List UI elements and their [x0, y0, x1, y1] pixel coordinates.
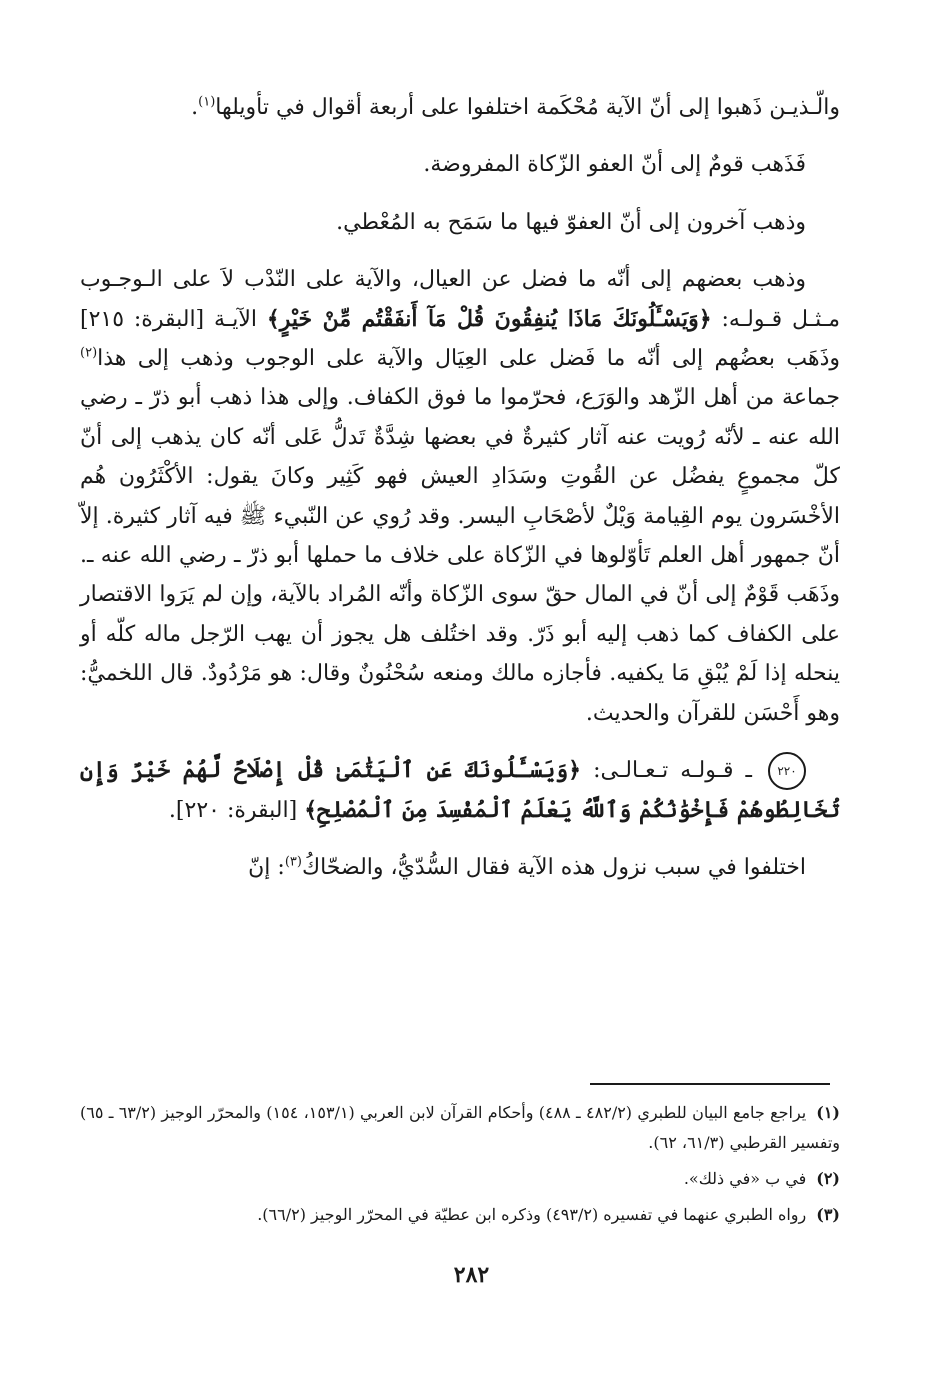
main-text	[80, 88, 840, 905]
quran-verse-220: ﴿وَيَسْـَٔلُونَكَ عَنِ ٱلْيَتَٰمَىٰ قُلْ إِصْلَاحٌ لَّهُمْ خَيْرٌ وَإِن تُخَالِطُوهُمْ فَإِخْوَٰنُكُمْ وَٱللَّهُ يَعْلَمُ ٱلْمُفْسِدَ مِنَ ٱلْمُصْلِحِ﴾	[80, 757, 840, 823]
footnote-ref-3: (٣)	[284, 854, 302, 870]
paragraph-3: وذهب آخرون إلى أنّ العفوّ فيها ما سَمَح به المُعْطي.	[336, 209, 806, 235]
footnote-separator	[590, 1083, 830, 1085]
paragraph-5: ٢٢٠ ـ قـولـه تـعـالـى: ﴿وَيَسْـَٔلُونَكَ عَنِ ٱلْيَتَٰمَىٰ قُلْ إِصْلَاحٌ لَّهُمْ خَيْرٌ وَإِن تُخَالِطُوهُمْ فَإِخْوَٰنُكُمْ وَٱللَّهُ يَعْلَمُ ٱلْمُفْسِدَ مِنَ ٱلْمُصْلِحِ﴾ [البقرة: ٢٢٠].	[80, 751, 840, 830]
footnotes	[80, 1098, 840, 1236]
quran-verse: ﴿وَيَسْـَٔلُونَكَ مَاذَا يُنفِقُونَ قُلْ مَآ أَنفَقْتُم مِّنْ خَيْرٍ﴾	[266, 305, 712, 332]
paragraph-6: اختلفوا في سبب نزول هذه الآية فقال السُّدّيُّ، والضحّاكُ$^{(٣)}$: إنّ	[248, 854, 806, 880]
footnote-ref-2: (٢)	[80, 345, 98, 361]
verse-number-badge: ٢٢٠	[768, 752, 806, 790]
footnote-2: (٢)في ب «في ذلك».	[683, 1169, 840, 1188]
paragraph-4: وذهب بعضهم إلى أنّه ما فضل عن العيال، والآية على النّدْب لاَ على الـوجـوب مـثـل قـولـه: ﴿وَيَسْـَٔلُونَكَ مَاذَا يُنفِقُونَ قُلْ مَآ أَنفَقْتُم مِّنْ خَيْرٍ﴾ الآيـة [البقرة: ٢١٥] وذَهَب بعضُهم إلى أنّه ما فَضل على العِيَال والآية على الوجوب وذهب إلى هذا$^{(٢)}$ جماعة من أهل الزّهد والوَرَع، فحرّموا ما فوق الكفاف. وإلى هذا ذهب أبو ذرّ ـ رضي الله عنه ـ لأنّه رُويت عنه آثار كثيرةٌ في بعضها شِدَّةٌ تَدلُّ عَلى أنّه كان يذهب إلى أنّ كلّ مجموعٍ يفضُل عن القُوتِ وسَدَادِ العيش فهو كَثِير وكانَ يقول: الأكْثَرُون هُم الأخْسَرون يوم القِيامة وَيْلٌ لأصْحَابِ اليسر. وقد رُوي عن النّبيء ﷺ فيه آثار كثيرة. إلاّ أنّ جمهور أهل العلم تَأوّلوها في الزّكاة على خلاف ما حملها أبو ذرّ ـ رضي الله عنه ـ. وذَهَب قَوْمٌ إلى أنّ في المال حقّ سوى الزّكاة وأنّه المُراد بالآية، وإن لم يَرَوا الاقتصار على الكفاف كما ذهب إليه أبو ذَرّ. وقد اختُلف هل يجوز أن يهب الرّجل ماله كلّه أو ينحله إذا لَمْ يُبْقِ مَا يكفيه. فأجازه مالك ومنعه سُحْنُونٌ وقال: هو مَرْدُودٌ. قال اللخميُّ: وهو أَحْسَن للقرآن والحديث.	[80, 267, 841, 726]
footnote-ref-1: (١)	[198, 94, 216, 110]
footnote-1: (١)يراجع جامع البيان للطبري (٤٨٢/٢ ـ ٤٨٨) وأحكام القرآن لابن العربي (١٥٣/١، ١٥٤) والمحرّر الوجيز (٦٣/٢ ـ ٦٥) وتفسير القرطبي (٦١/٣، ٦٢).	[80, 1103, 840, 1152]
page-number: ٢٨٢	[453, 1262, 490, 1288]
footnote-3: (٣)رواه الطبري عنهما في تفسيره (٤٩٣/٢) وذكره ابن عطيّة في المحرّر الوجيز (٦٦/٢).	[257, 1205, 840, 1224]
paragraph-1: والّـذيـن ذَهبوا إلى أنّ الآية مُحْكَمة اختلفوا على أربعة أقوال في تأويلها$^{(١)}$.	[191, 94, 840, 120]
paragraph-2: فَذَهب قومٌ إلى أنّ العفو الزّكاة المفروضة.	[423, 152, 806, 178]
